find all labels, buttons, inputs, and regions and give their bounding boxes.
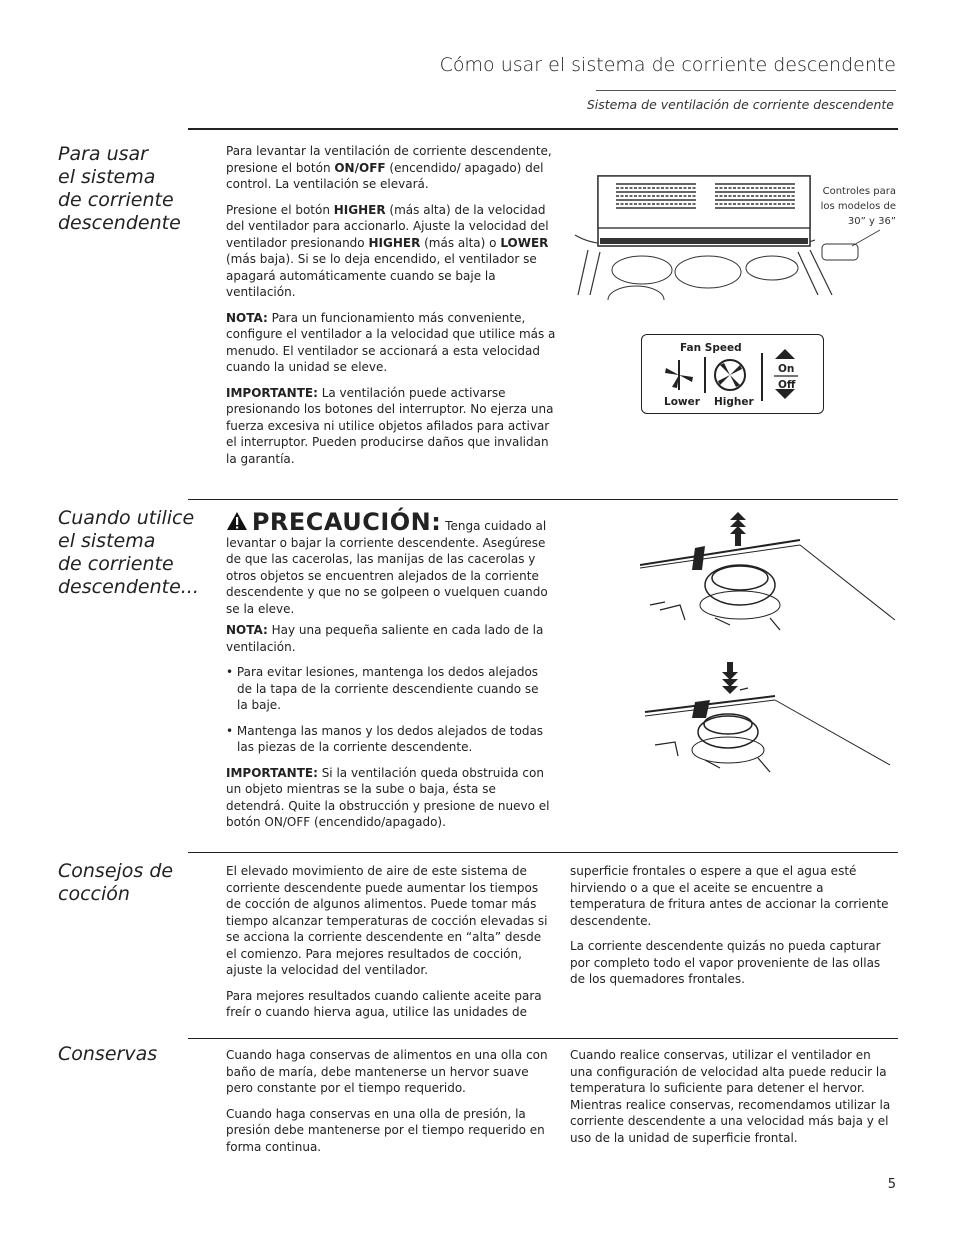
paragraph: Cuando haga conservas de alimentos en una olla con baño de maría, debe mantenerse un hervor suave pero constante por el tiempo requerido.: [226, 1048, 548, 1095]
paragraph: Cuando realice conservas, utilizar el ventilador en una configuración de velocidad alta puede reducir la temperatura lo suficiente para detener el hervor. Mientras realice conservas, recomendamos utilizar la corriente descendente a una velocidad más baja y el uso de la unidad de superficie frontal.: [570, 1048, 891, 1145]
off-label: Off: [778, 379, 796, 391]
bullet-item: • Mantenga las manos y los dedos alejados de todas las piezas de la corriente descendente.: [226, 723, 544, 754]
section-body-consejos-col2: [570, 863, 892, 997]
note-label: NOTA:: [226, 623, 268, 637]
text: Presione el botón: [226, 202, 334, 217]
paragraph-note: [226, 622, 550, 655]
header-divider: [596, 90, 896, 91]
section-body-conservas-col2: [570, 1047, 892, 1155]
paragraph-note: [226, 310, 556, 376]
controls-callout: Controles para los modelos de 30” y 36”: [820, 186, 896, 227]
section-divider: [188, 499, 898, 500]
important-label: IMPORTANTE:: [226, 765, 318, 780]
paragraph: superficie frontales o espere a que el agua esté hirviendo o a que el aceite se encuentre a temperatura de fritura antes de accionar la corriente descendente.: [570, 864, 889, 928]
section-body-para-usar: [226, 143, 556, 476]
fan-higher-icon: [715, 360, 745, 390]
paragraph: [226, 202, 556, 301]
paragraph-important: [226, 385, 556, 468]
section-heading-para-usar: Para usar el sistema de corriente descendente: [58, 143, 181, 234]
paragraph: Para mejores resultados cuando caliente aceite para freír o cuando hierva agua, utilice las unidades de: [226, 988, 542, 1019]
section-divider: [188, 1038, 898, 1039]
text: Hay una pequeña saliente en cada lado de la ventilación.: [226, 623, 544, 654]
paragraph: [226, 143, 556, 193]
page-number: 5: [887, 1177, 896, 1192]
section-body-conservas-col1: [226, 1047, 552, 1164]
section-body-cuando-utilice: [226, 508, 550, 840]
fan-control-graphic: [642, 335, 823, 413]
lower-label: Lower: [664, 396, 700, 408]
bullet-item: • Para evitar lesiones, mantenga los dedos alejados de la tapa de la corriente descendiente cuando se la baje.: [226, 665, 539, 712]
section-divider: [188, 128, 898, 130]
page-header-title: Cómo usar el sistema de corriente descendente: [439, 54, 896, 76]
bold-text: ON/OFF: [334, 160, 386, 175]
text: (más alta) de la velocidad del ventilador para accionarlo. Ajuste la velocidad del ventilador presionando: [226, 202, 549, 250]
section-body-consejos-col1: [226, 863, 552, 1030]
bold-text: HIGHER: [333, 202, 386, 217]
text: Para levantar la ventilación de corriente descendente, presione el botón: [226, 144, 552, 175]
text: Si la ventilación queda obstruida con un objeto mientras se la sube o baja, ésta se detendrá. Quite la obstrucción y presione de nuevo el botón ON/OFF (encendido/apagado).: [226, 765, 550, 829]
paragraph: Cuando haga conservas en una olla de presión, la presión debe mantenerse por el tiempo requerido en forma continua.: [226, 1106, 545, 1154]
on-label: On: [778, 363, 795, 375]
higher-label: Higher: [714, 396, 754, 408]
text: Tenga cuidado al levantar o bajar la corriente descendente. Asegúrese de que las cacerolas, las manijas de las cacerolas y otros objetos se encuentren alejados de la corriente descendente y que no se golpeen o vuelquen cuando se la eleve.: [226, 519, 548, 616]
downdraft-illustration: [570, 160, 900, 300]
text: (encendido/ apagado) del control. La ventilación se elevará.: [226, 160, 544, 191]
raising-vent-illustration: [640, 510, 900, 640]
page-subheader: Sistema de ventilación de corriente descendente: [586, 97, 894, 112]
up-arrow-icon: [775, 349, 795, 359]
paragraph: La corriente descendente quizás no pueda capturar por completo todo el vapor proveniente de las ollas de los quemadores frontales.: [570, 939, 881, 986]
paragraph-important: [226, 765, 550, 831]
bold-text: HIGHER: [368, 235, 421, 250]
note-label: NOTA:: [226, 310, 268, 325]
bold-text: LOWER: [500, 235, 549, 250]
text: Para un funcionamiento más conveniente, configure el ventilador a la velocidad que utilice más a menudo. El ventilador se accionará a esta velocidad cuando la unidad se eleve.: [226, 310, 556, 374]
section-heading-conservas: Conservas: [58, 1043, 158, 1065]
text: (más baja). Si se lo deja encendido, el ventilador se apagará automáticamente cuando se baje la ventilación.: [226, 252, 537, 299]
fan-control-panel: [641, 334, 824, 414]
section-heading-cuando-utilice: Cuando utilice el sistema de corriente descendente...: [58, 507, 199, 598]
fan-lower-icon: [665, 360, 693, 390]
caution-paragraph: [226, 508, 550, 617]
warning-icon: [226, 511, 248, 531]
important-label: IMPORTANTE:: [226, 385, 318, 400]
section-heading-consejos: Consejos de cocción: [58, 860, 174, 905]
fan-speed-label: Fan Speed: [680, 342, 742, 354]
lowering-vent-illustration: [640, 660, 900, 785]
text: La ventilación puede activarse presionando los botones del interruptor. No ejerza una fuerza excesiva ni utilice objetos afilados para activar el interruptor. Pueden producirse daños que invalidan la garantía.: [226, 385, 554, 466]
section-divider: [188, 852, 898, 853]
text: (más alta) o: [420, 235, 501, 250]
paragraph: El elevado movimiento de aire de este sistema de corriente descendente puede aumentar los tiempos de cocción de algunos alimentos. Puede tomar más tiempo alcanzar temperaturas de cocción elevadas si se acciona la corriente descendente en “alta” desde el comienzo. Para mejores resultados de cocción, ajuste la velocidad del ventilador.: [226, 864, 548, 977]
caution-title: PRECAUCIÓN:: [251, 508, 442, 536]
